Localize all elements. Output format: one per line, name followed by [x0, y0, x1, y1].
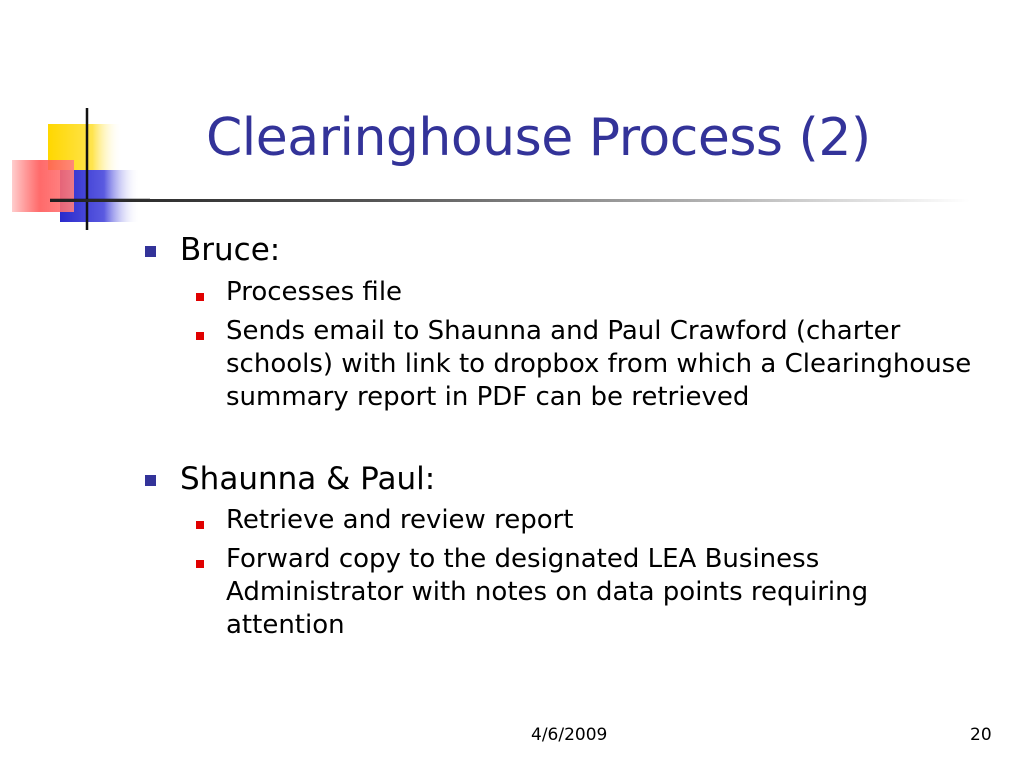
level2-bullet	[196, 560, 204, 568]
bullet-item: Sends email to Shaunna and Paul Crawford (charter schools) with link to dropbox from which a Clearinghouse summary report in PDF can be retrieved	[226, 316, 972, 412]
slide-number: 20	[970, 725, 992, 745]
bullet-item: Processes file	[226, 277, 403, 307]
footer-date: 4/6/2009	[531, 725, 608, 745]
level2-bullet	[196, 521, 204, 529]
section-heading: Shaunna & Paul:	[180, 461, 436, 497]
level1-bullet	[145, 475, 156, 486]
section-heading: Bruce:	[180, 232, 281, 268]
level2-bullet	[196, 293, 204, 301]
level1-bullet	[145, 246, 156, 257]
bullet-item: Retrieve and review report	[226, 505, 574, 535]
bullet-item: Forward copy to the designated LEA Business Administrator with notes on data points requiring attention	[226, 544, 869, 640]
level2-bullet	[196, 332, 204, 340]
slide-title: Clearinghouse Process (2)	[206, 108, 871, 168]
